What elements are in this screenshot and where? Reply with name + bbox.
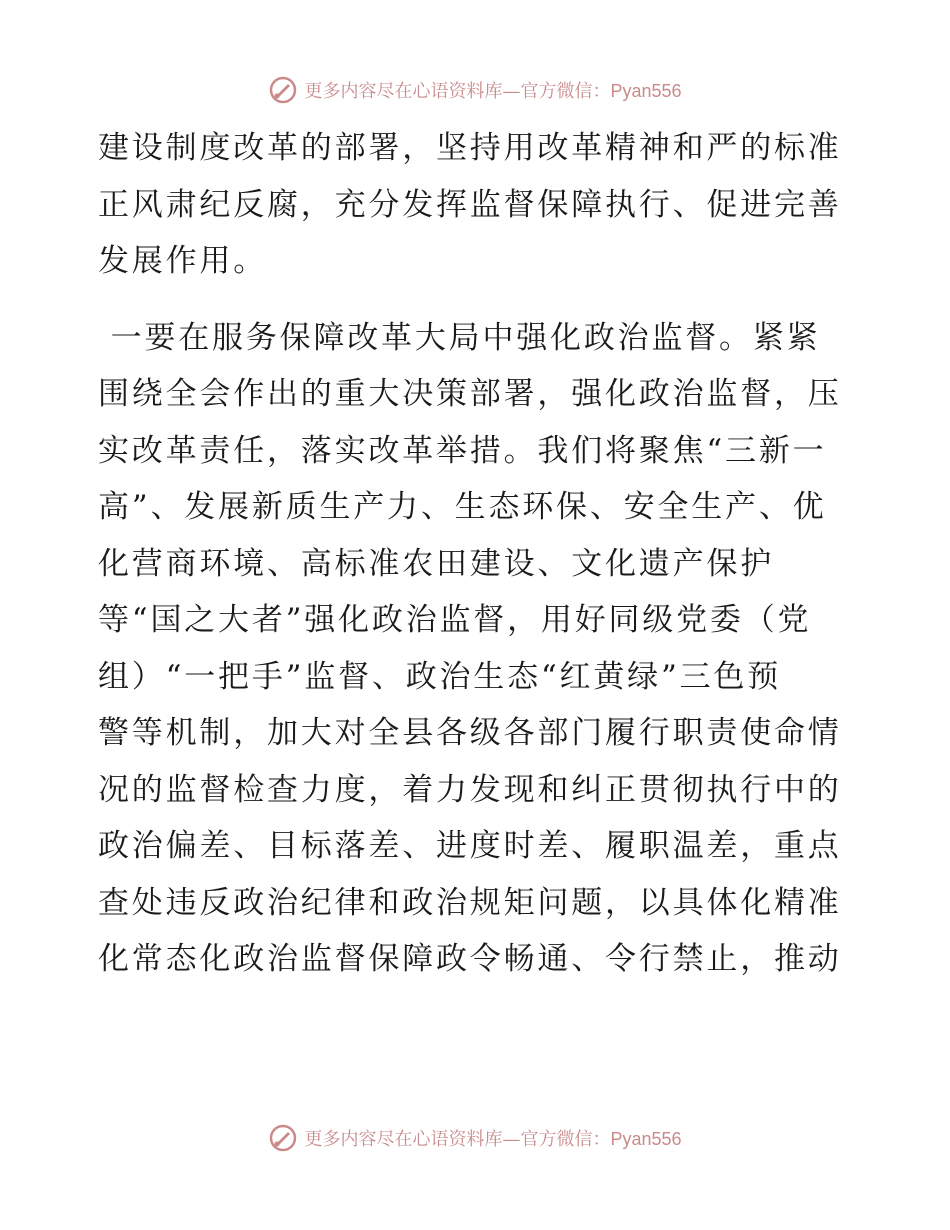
document-body — [98, 120, 850, 988]
text-line: 实改革责任，落实改革举措。我们将聚焦“三新一 — [98, 432, 827, 469]
text-line: 高”、发展新质生产力、生态环保、安全生产、优 — [98, 489, 827, 525]
text-line: 化常态化政治监督保障政令畅通、令行禁止，推动 — [98, 941, 842, 977]
text-line: 正风肃纪反腐，充分发挥监督保障执行、促进完善 — [98, 186, 842, 223]
watermark-main: 更多内容尽在心语资料库 — [304, 1129, 503, 1150]
watermark-separator: — — [502, 1129, 521, 1150]
text-line: 建设制度改革的部署，坚持用改革精神和严的标准 — [98, 130, 842, 166]
footer-watermark — [0, 1118, 950, 1158]
watermark-text — [304, 1125, 681, 1151]
text-line: 警等机制，加大对全县各级各部门履行职责使命情 — [98, 715, 842, 751]
text-line: 一要在服务保障改革大局中强化政治监督。紧紧 — [98, 319, 821, 356]
text-line: 组）“一把手”监督、政治生态“红黄绿”三色预 — [98, 658, 781, 695]
brush-logo-icon — [268, 75, 298, 105]
header-watermark — [0, 70, 950, 110]
text-line: 况的监督检查力度，着力发现和纠正贯彻执行中的 — [98, 771, 842, 808]
text-line: 围绕全会作出的重大决策部署，强化政治监督，压 — [98, 376, 842, 412]
watermark-wechat: 官方微信：Pyan556 — [520, 1129, 682, 1149]
watermark-wechat: 官方微信：Pyan556 — [520, 81, 682, 101]
brush-logo-icon — [268, 1123, 298, 1153]
text-line: 政治偏差、目标落差、进度时差、履职温差，重点 — [98, 828, 842, 864]
paragraph-1 — [98, 120, 850, 290]
watermark-main: 更多内容尽在心语资料库 — [304, 81, 503, 102]
text-line: 查处违反政治纪律和政治规矩问题，以具体化精准 — [98, 884, 842, 921]
text-line: 发展作用。 — [98, 243, 267, 279]
paragraph-2 — [98, 310, 850, 988]
text-line: 等“国之大者”强化政治监督，用好同级党委（党 — [98, 602, 812, 638]
paragraph-gap — [98, 290, 850, 310]
watermark-separator: — — [502, 81, 521, 102]
watermark-text — [304, 77, 681, 103]
text-line: 化营商环境、高标准农田建设、文化遗产保护 — [98, 545, 774, 582]
